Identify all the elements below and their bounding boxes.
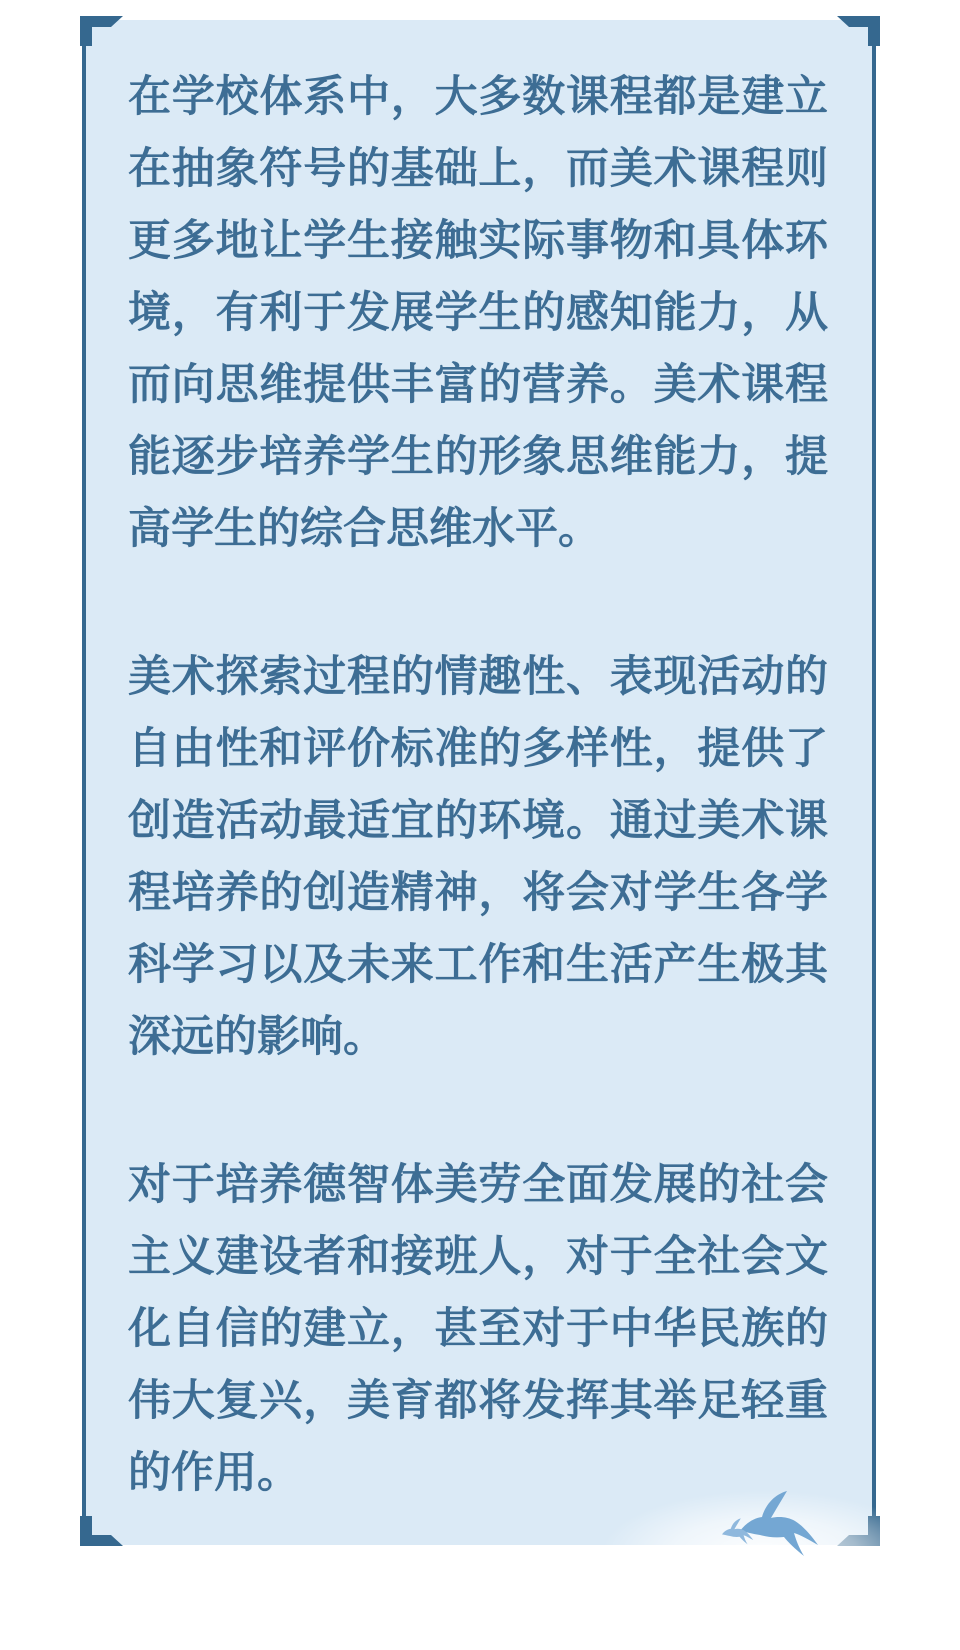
corner-bracket-bottom-left-icon — [80, 1516, 124, 1546]
body-paragraph: 对于培养德智体美劳全面发展的社会主义建设者和接班人，对于全社会文化自信的建立，甚至对于中华民族的伟大复兴，美育都将发挥其举足轻重的作用。 — [128, 1161, 828, 1497]
body-paragraph: 在学校体系中，大多数课程都是建立在抽象符号的基础上，而美术课程则更多地让学生接触实际事物和具体环境，有利于发展学生的感知能力，从而向思维提供丰富的营养。美术课程能逐步培养学生的形象思维能力，提高学生的综合思维水平。 — [128, 73, 828, 553]
article-body — [128, 61, 828, 1509]
body-paragraph: 美术探索过程的情趣性、表现活动的自由性和评价标准的多样性，提供了创造活动最适宜的环境。通过美术课程培养的创造精神，将会对学生各学科学习以及未来工作和生活产生极其深远的影响。 — [128, 653, 828, 1061]
corner-bracket-top-left-icon — [80, 16, 124, 46]
quote-card — [86, 20, 872, 1545]
frame-line-right — [872, 40, 876, 1522]
swallow-birds-icon — [690, 1490, 850, 1575]
corner-bracket-top-right-icon — [836, 16, 880, 46]
frame-line-left — [82, 40, 86, 1522]
